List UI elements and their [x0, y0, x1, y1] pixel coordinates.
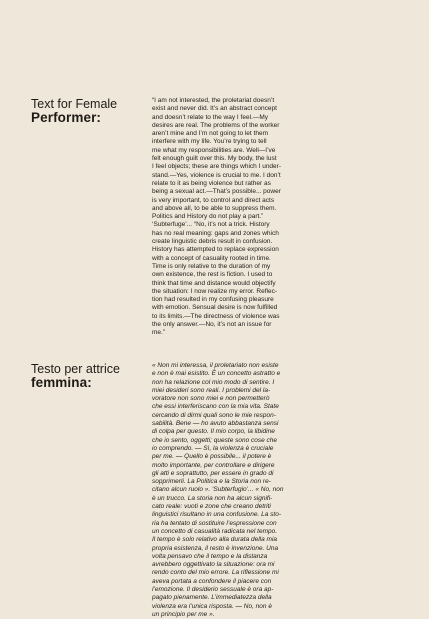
heading-english-line2: Performer: [31, 110, 102, 125]
text-english: “I am not interested, the proletariat doesn’t exist and never did. It’s an abstract concept and doesn’t relate to the way I feel.—My desires are real. The problems of the worker aren’t mine and I’m not going to let them interfere with my life. You’re trying to tell me what my responsibilities are. Well—I’ve felt enough guilt over this. My body, the lust I feel objects; these are things which I under- stand.—Yes, violence is crucial to me. I don’t relate to it as being violence but rather as being a sexual act.—That’s possible... power is very important, to control and direct acts and above all, to be able to suppress them. Politics and History do not play a part.” ‘Subterfuge’... “No, it’s not a trick. History has no real meaning: gaps and zones which create linguistic debris result in confusion. History has attempted to replace expression with a concept of casuality rooted in time. Time is only relative to the duration of my own existence, the rest is fiction. I used to think that time and distance would objectify the situation: I now realize my error. Reflec- tion had resulted in my confusing pleasure with emotion. Sensual desire is now fulfilled to its limits.—The directness of violence was the only answer.—No, it’s not an issue for me.” [152, 97, 281, 337]
text-italian: « Non mi interessa, il proletariato non esiste e non è mai esistito. È un concetto astratto e non ha relazione col mio modo di sentire. I miei desideri sono reali. I problemi del la- voratore non sono miei e non permetterò che essi interferiscano con la mia vita. State cercando di dirmi quali sono le mie respon- sabilità. Bene — ho avuto abbastanza sensi di colpa per questo. Il mio corpo, la libidine che io sento, oggetti; queste sono cose che io comprendo. — Sì, la violenza è cruciale per me. — Quello è possibile... il potere è molto importante, per controllare e dirigere gli atti e soprattutto, per essere in grado di sopprimerli. La Politica e la Storia non re- citano alcun ruolo ». ‘Subterfugio’... « No, non è un trucco. La storia non ha alcun signifi- cato reale: vuoti e zone che creano detriti linguistici risultano in una confusione. La sto- ria ha tentato di sostituire l’espressione con un concetto di casualità radicata nel tempo. Il tempo è solo relativo alla durata della mia propria esistenza, il resto è invenzione. Una volta pensavo che il tempo e la distanza avrebbero oggettivato la situazione: ora mi rendo conto del mio errore. La riflessione mi aveva portata a confondere il piacere con l’emozione. Il desiderio sessuale è ora ap- pagato pienamente. L’immediatezza della violenza era l’unica risposta. — No, non è un principio per me ». [152, 362, 284, 618]
heading-italian-line2: femmina: [31, 375, 92, 390]
heading-english-line1: Text for Female [31, 97, 118, 111]
heading-english [31, 97, 117, 125]
heading-italian-line1: Testo per attrice [31, 362, 120, 376]
heading-italian [31, 362, 120, 390]
